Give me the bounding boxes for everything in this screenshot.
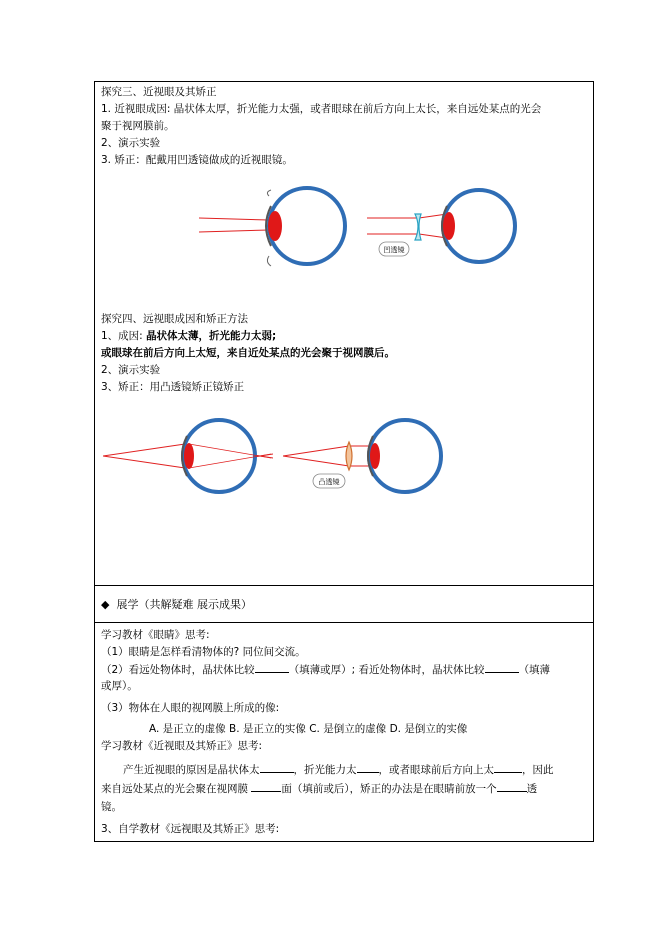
- p1-line: [123, 762, 554, 778]
- myopia-eye-figure: [199, 184, 359, 274]
- q2d: 或厚）。: [101, 680, 138, 692]
- p2b: 面（填前或后），矫正的办法是在眼睛前放一个: [281, 783, 497, 795]
- q3-options: A. 是正立的虚像 B. 是正立的实像 C. 是倒立的虚像 D. 是倒立的实像: [149, 723, 468, 735]
- q3: （3）物体在人眼的视网膜上所成的像:: [101, 702, 280, 714]
- section4-cause: [101, 329, 276, 344]
- answer-blank[interactable]: [357, 762, 379, 773]
- answer-blank[interactable]: [251, 781, 281, 792]
- q2b: （填薄或厚）; 看近处物体时，晶状体比较: [288, 664, 485, 676]
- p2-line: [101, 781, 537, 797]
- p1a: 产生近视眼的原因是晶状体太: [123, 764, 260, 776]
- q2a: （2）看远处物体时，晶状体比较: [101, 664, 255, 676]
- p1c: ，或者眼球前后方向上太: [378, 764, 494, 776]
- section4-heading: 探究四、远视眼成因和矫正方法: [101, 313, 248, 325]
- section3-line1b: 聚于视网膜前。: [101, 120, 175, 132]
- section4-cause-prefix: 1、成因:: [101, 330, 147, 342]
- section4-cause-bold1: 晶状体太薄，折光能力太弱;: [146, 330, 277, 342]
- p1b: ，折光能力太: [293, 764, 357, 776]
- section3-line2: 2、演示实验: [101, 137, 161, 149]
- section4-cause-bold2: 或眼球在前后方向上太短，来自近处某点的光会聚于视网膜后。: [101, 347, 395, 359]
- worksheet-table: [94, 81, 594, 842]
- answer-blank[interactable]: [497, 781, 527, 792]
- answer-blank[interactable]: [260, 762, 294, 773]
- q2-line: [101, 662, 550, 678]
- q-head1: 学习教材《眼睛》思考:: [101, 629, 210, 641]
- q-head2: 学习教材《近视眼及其矫正》思考:: [101, 740, 263, 752]
- concave-lens-label: 凹透镜: [383, 246, 405, 254]
- p2a: 来自远处某点的光会聚在视网膜: [101, 783, 248, 795]
- zhanxue-title-row: [101, 597, 252, 612]
- answer-blank[interactable]: [255, 662, 289, 673]
- zhanxue-header: [95, 585, 593, 623]
- myopia-corrected-figure: [367, 184, 527, 274]
- zhanxue-title: 展学（共解疑难 展示成果）: [116, 598, 252, 611]
- answer-blank[interactable]: [485, 662, 519, 673]
- section3-line1a: 1. 近视眼成因: 晶状体太厚，折光能力太强，或者眼球在前后方向上太长，来自远处某点的光会: [101, 103, 542, 115]
- diamond-icon: ◆: [101, 598, 110, 611]
- convex-lens-label: 凸透镜: [318, 478, 340, 486]
- p2c: 透: [526, 783, 538, 795]
- questions-section: [95, 623, 593, 843]
- hyperopia-eye-figure: [103, 412, 273, 502]
- section3-heading: 探究三、近视眼及其矫正: [101, 86, 217, 98]
- explore-section: [95, 82, 593, 585]
- section3-line3: 3. 矫正：配戴用凹透镜做成的近视眼镜。: [101, 154, 293, 166]
- answer-blank[interactable]: [494, 762, 522, 773]
- q-head3: 3、自学教材《远视眼及其矫正》思考:: [101, 823, 280, 835]
- hyperopia-corrected-figure: [283, 412, 463, 502]
- section4-line2: 2、演示实验: [101, 364, 161, 376]
- section4-line3: 3、矫正：用凸透镜矫正镜矫正: [101, 381, 245, 393]
- p3: 镜。: [101, 801, 122, 813]
- q1: （1）眼睛是怎样看清物体的? 同位间交流。: [101, 646, 306, 658]
- q2c: （填薄: [518, 664, 551, 676]
- p1d: ，因此: [522, 764, 554, 776]
